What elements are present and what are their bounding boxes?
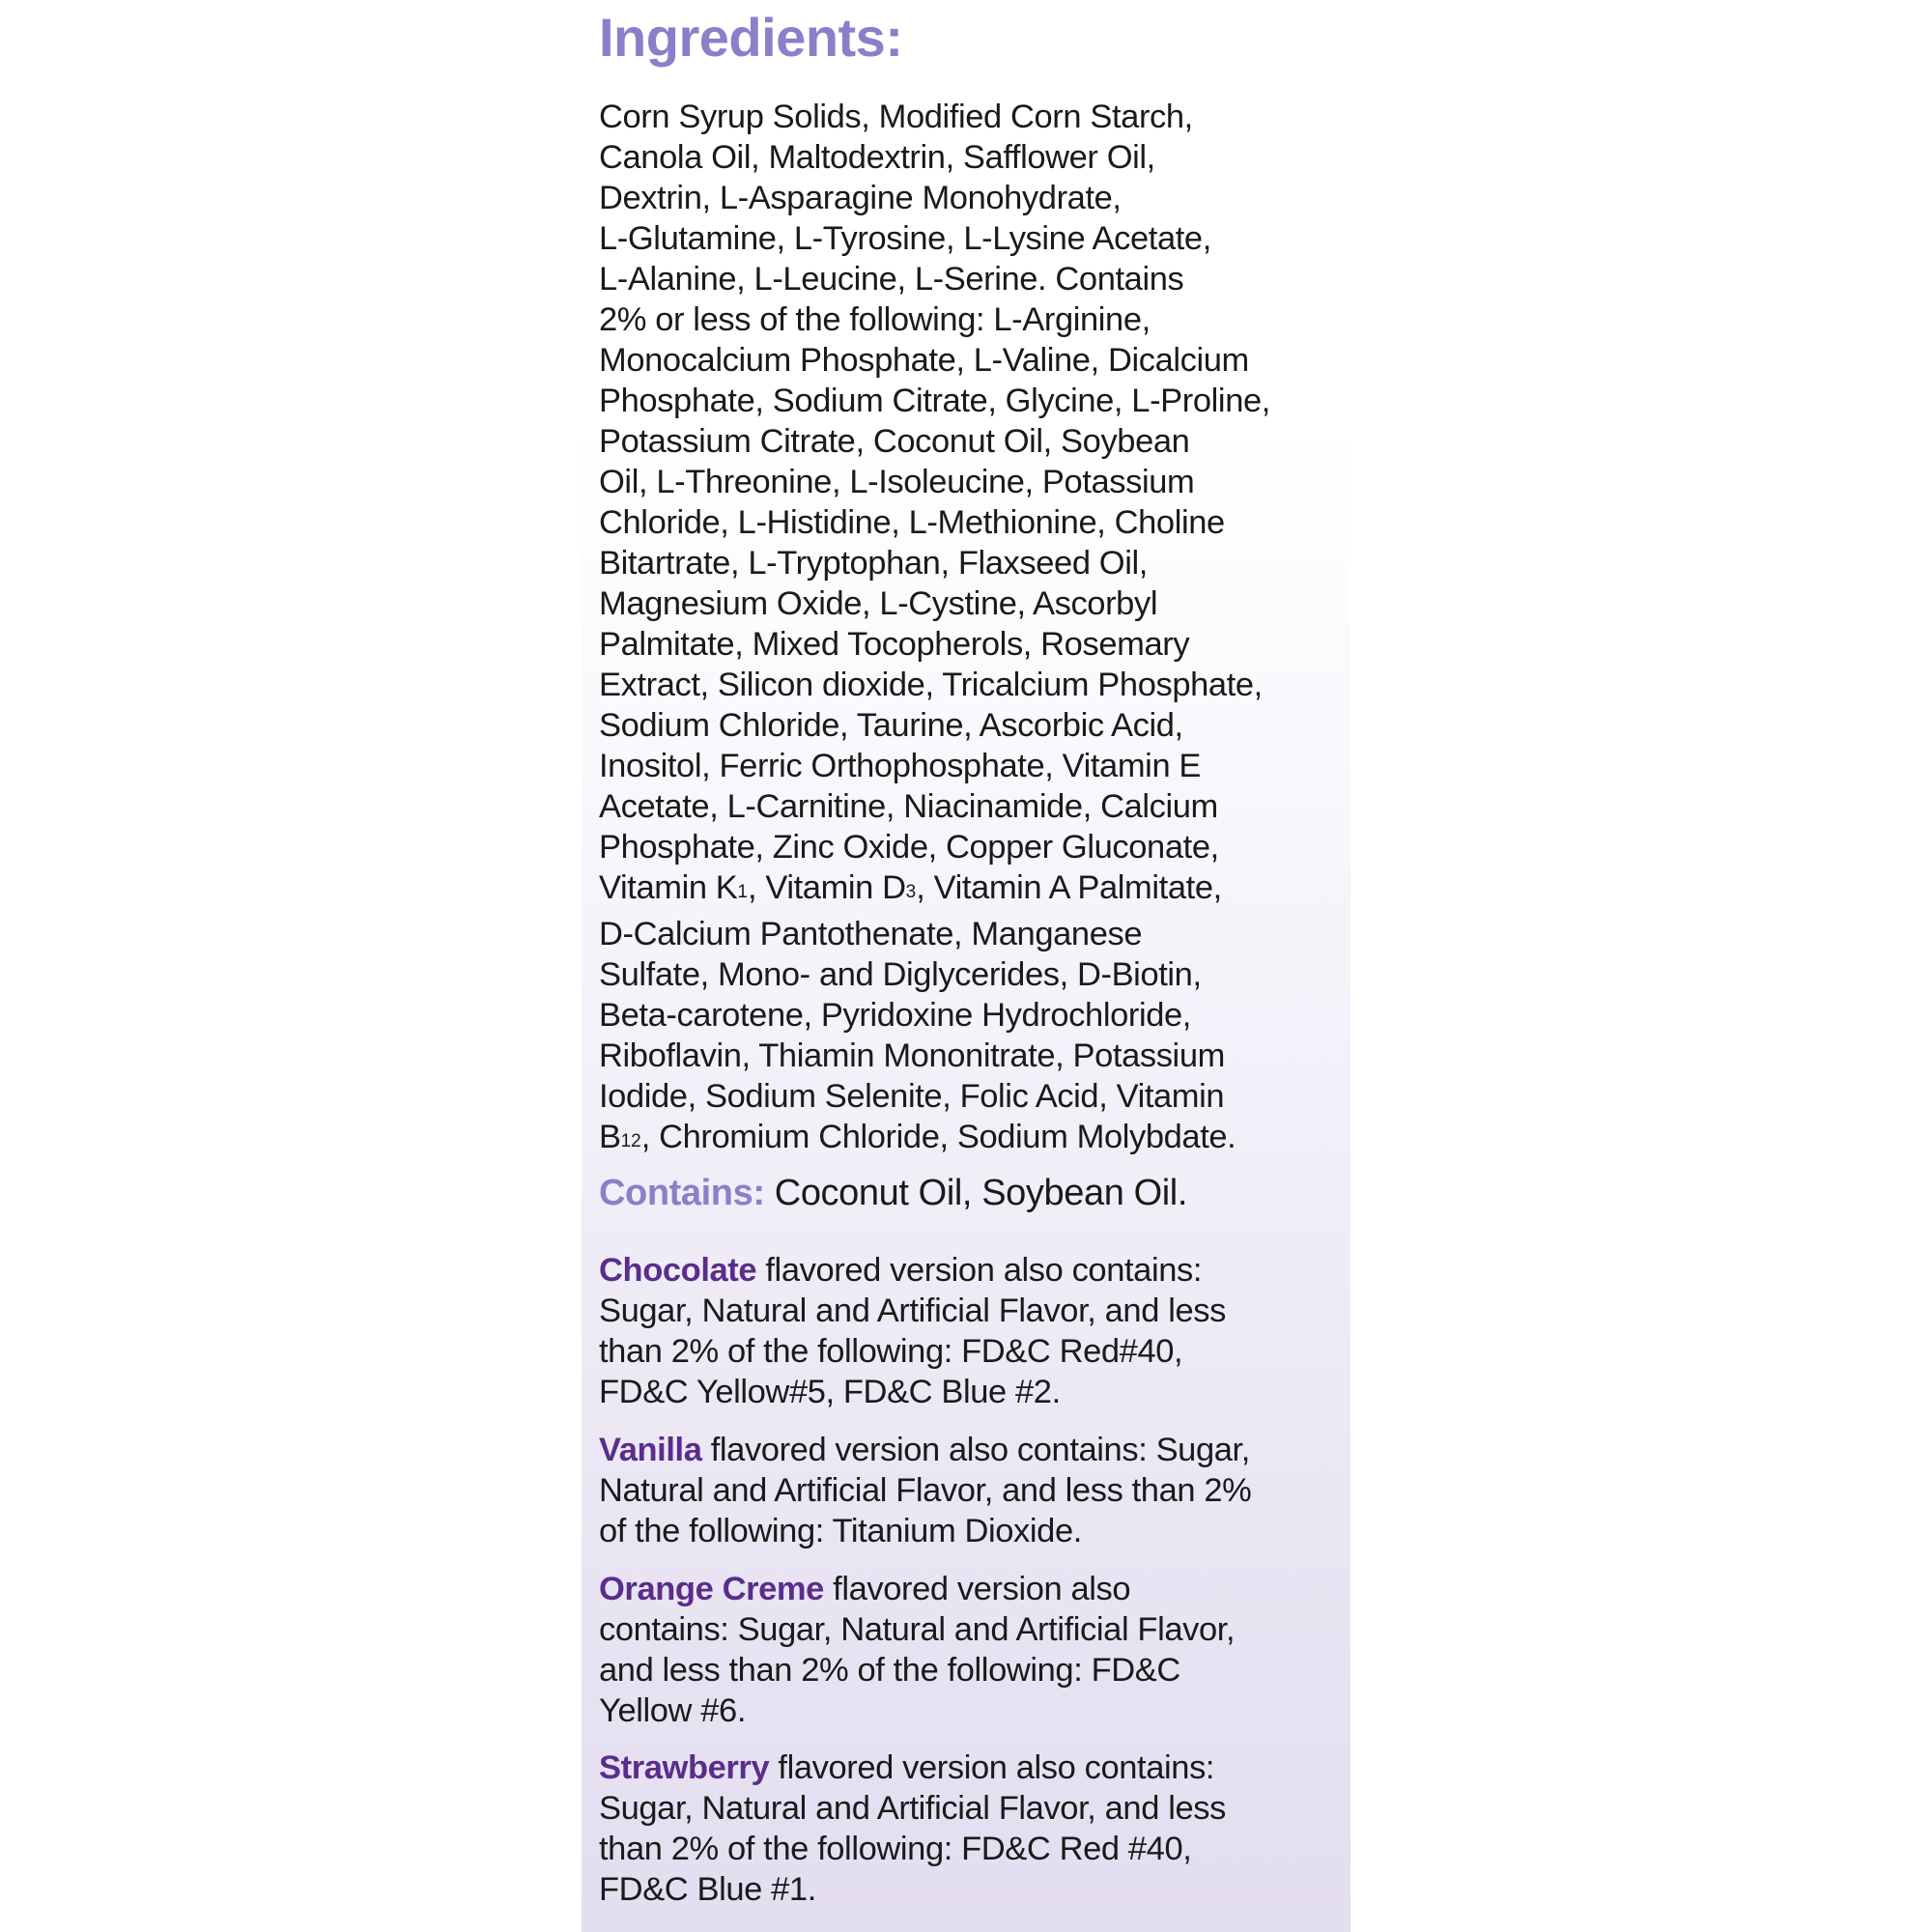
ingredients-line: Beta-carotene, Pyridoxine Hydrochloride, xyxy=(599,997,1191,1034)
flavor-line: FD&C Yellow#5, FD&C Blue #2. xyxy=(599,1374,1061,1410)
flavor-first-rest: flavored version also xyxy=(823,1571,1131,1607)
flavor-line: than 2% of the following: FD&C Red#40, xyxy=(599,1333,1183,1370)
flavor-name: Vanilla xyxy=(599,1432,702,1468)
flavor-orange-creme xyxy=(599,1569,1343,1731)
flavor-vanilla xyxy=(599,1430,1343,1551)
contains-text: Coconut Oil, Soybean Oil. xyxy=(764,1173,1188,1213)
ingredients-heading: Ingredients: xyxy=(599,7,903,68)
flavor-first-rest: flavored version also contains: Sugar, xyxy=(701,1432,1250,1468)
flavor-line: and less than 2% of the following: FD&C xyxy=(599,1652,1180,1689)
flavor-line: than 2% of the following: FD&C Red #40, xyxy=(599,1831,1192,1867)
ingredients-line: Inositol, Ferric Orthophosphate, Vitamin E xyxy=(599,748,1202,784)
ingredients-line: Phosphate, Sodium Citrate, Glycine, L-Proline, xyxy=(599,383,1270,419)
ingredients-line: Extract, Silicon dioxide, Tricalcium Phosphate, xyxy=(599,667,1263,703)
ingredients-line: Potassium Citrate, Coconut Oil, Soybean xyxy=(599,423,1190,460)
ingredients-line: D-Calcium Pantothenate, Manganese xyxy=(599,916,1143,952)
ingredients-line: 2% or less of the following: L-Arginine, xyxy=(599,301,1151,338)
ingredients-line: L-Alanine, L-Leucine, L-Serine. Contains xyxy=(599,261,1184,298)
ingredients-line: Canola Oil, Maltodextrin, Safflower Oil, xyxy=(599,139,1155,176)
ingredients-line: L-Glutamine, L-Tyrosine, L-Lysine Acetate, xyxy=(599,220,1211,257)
flavor-first-line xyxy=(599,1569,1343,1609)
ingredients-line: Corn Syrup Solids, Modified Corn Starch, xyxy=(599,99,1193,135)
allergen-contains xyxy=(599,1171,1187,1215)
ingredients-line: Riboflavin, Thiamin Mononitrate, Potassium xyxy=(599,1037,1225,1074)
ingredients-line: Chloride, L-Histidine, L-Methionine, Choline xyxy=(599,504,1225,541)
ingredients-line: Iodide, Sodium Selenite, Folic Acid, Vitamin xyxy=(599,1078,1225,1115)
ingredients-line: Phosphate, Zinc Oxide, Copper Gluconate, xyxy=(599,829,1219,866)
ingredients-line: Bitartrate, L-Tryptophan, Flaxseed Oil, xyxy=(599,545,1148,582)
flavor-strawberry xyxy=(599,1747,1343,1910)
flavor-line: Sugar, Natural and Artificial Flavor, and less xyxy=(599,1790,1226,1827)
flavor-first-line xyxy=(599,1430,1343,1470)
flavor-first-rest: flavored version also contains: xyxy=(756,1252,1203,1289)
last-line-text: , Chromium Chloride, Sodium Molybdate. xyxy=(640,1119,1236,1155)
flavor-first-line xyxy=(599,1250,1343,1291)
ingredients-line: Magnesium Oxide, L-Cystine, Ascorbyl xyxy=(599,585,1158,622)
ingredients-line: Sulfate, Mono- and Diglycerides, D-Biotin, xyxy=(599,956,1202,993)
vitamin-d-text: , Vitamin D xyxy=(747,869,906,906)
vitamin-k-subscript: 1 xyxy=(737,882,748,902)
ingredients-list xyxy=(599,97,1343,1163)
ingredients-line: Sodium Chloride, Taurine, Ascorbic Acid, xyxy=(599,707,1183,744)
flavor-line: of the following: Titanium Dioxide. xyxy=(599,1513,1082,1549)
flavor-line: Sugar, Natural and Artificial Flavor, and less xyxy=(599,1293,1226,1329)
ingredients-line: Acetate, L-Carnitine, Niacinamide, Calcium xyxy=(599,788,1218,825)
flavor-chocolate xyxy=(599,1250,1343,1412)
ingredients-line-last xyxy=(599,1117,1343,1163)
vitamin-b-text: B xyxy=(599,1119,621,1155)
ingredients-line-vitamins xyxy=(599,867,1343,914)
flavor-line: contains: Sugar, Natural and Artificial Flavor, xyxy=(599,1611,1236,1648)
flavor-first-rest: flavored version also contains: xyxy=(769,1749,1215,1786)
vitamin-k-text: Vitamin K xyxy=(599,869,738,906)
flavor-line: Natural and Artificial Flavor, and less than 2% xyxy=(599,1472,1252,1509)
vitamin-d-subscript: 3 xyxy=(905,882,917,902)
flavor-name: Chocolate xyxy=(599,1252,757,1289)
flavor-name: Strawberry xyxy=(599,1749,770,1786)
ingredients-line: Dextrin, L-Asparagine Monohydrate, xyxy=(599,180,1122,216)
flavor-line: FD&C Blue #1. xyxy=(599,1871,816,1908)
flavor-first-line xyxy=(599,1747,1343,1788)
vitamin-b12-subscript: 12 xyxy=(620,1131,641,1151)
vitamin-a-text: , Vitamin A Palmitate, xyxy=(916,869,1222,906)
ingredients-line: Oil, L-Threonine, L-Isoleucine, Potassium xyxy=(599,464,1195,500)
flavor-line: Yellow #6. xyxy=(599,1692,747,1729)
ingredients-line: Palmitate, Mixed Tocopherols, Rosemary xyxy=(599,626,1190,663)
contains-label: Contains: xyxy=(599,1173,765,1213)
ingredients-line: Monocalcium Phosphate, L-Valine, Dicalcium xyxy=(599,342,1249,379)
flavor-name: Orange Creme xyxy=(599,1571,824,1607)
